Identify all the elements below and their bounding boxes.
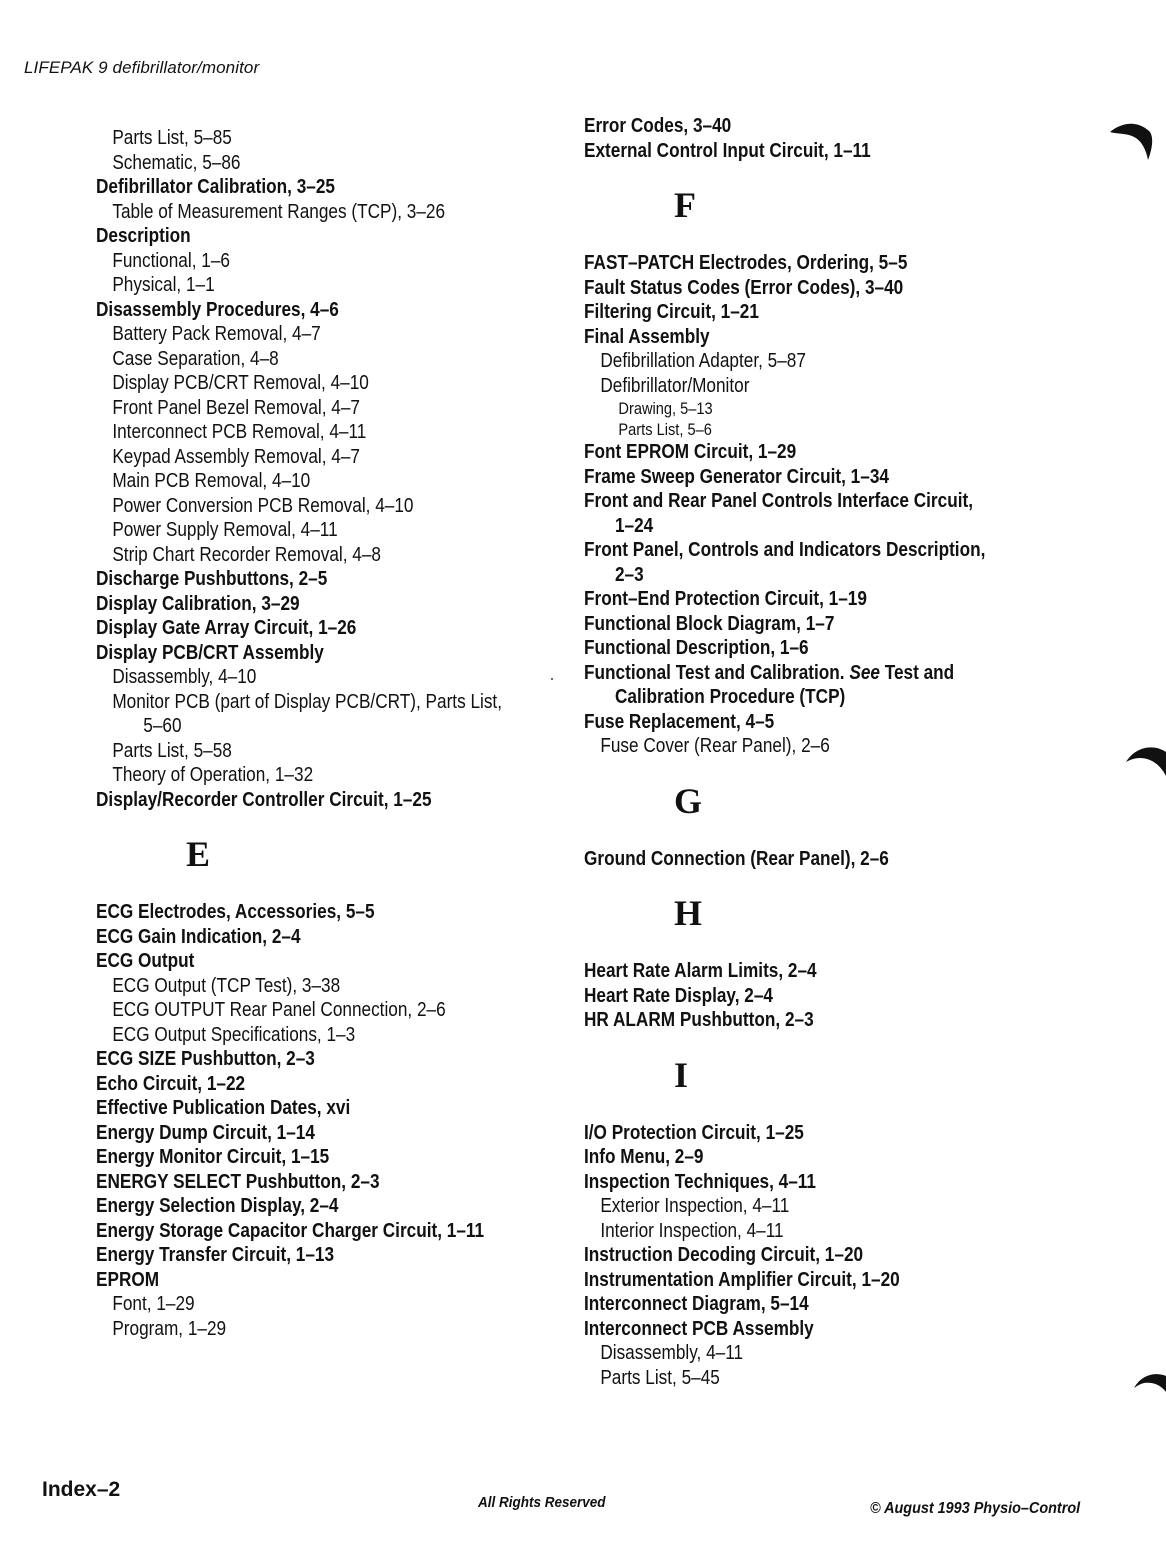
index-subentry (96, 690, 503, 739)
index-entry (96, 616, 500, 641)
index-subentry (96, 445, 500, 470)
entry-text: Main PCB Removal, 4–10 (112, 470, 311, 492)
entry-text: Disassembly, 4–10 (112, 666, 257, 688)
entry-text: Display/Recorder Controller Circuit, 1–25 (96, 788, 432, 811)
index-subentry (584, 1194, 988, 1219)
index-subentry (96, 543, 500, 568)
entry-text: Keypad Assembly Removal, 4–7 (112, 445, 360, 468)
index-entry (96, 949, 500, 974)
index-subentry (96, 665, 500, 690)
page-edge-tab-mark-icon (1124, 742, 1166, 778)
index-column-left (96, 126, 566, 1341)
entry-text: Physical, 1–1 (112, 274, 215, 296)
entry-text: Defibrillation Adapter, 5–87 (600, 350, 806, 372)
index-entry (584, 440, 988, 465)
index-subentry (584, 374, 988, 399)
index-entry (96, 1121, 500, 1146)
index-entry (584, 612, 988, 637)
entry-text: Battery Pack Removal, 4–7 (112, 323, 321, 345)
index-subentry (96, 420, 500, 445)
entry-text: Font EPROM Circuit, 1–29 (584, 441, 797, 463)
entry-text: Front–End Protection Circuit, 1–19 (584, 588, 867, 610)
entry-text: Disassembly, 4–11 (600, 1342, 744, 1364)
entry-text: Parts List, 5–58 (112, 739, 232, 762)
entry-text: HR ALARM Pushbutton, 2–3 (584, 1009, 814, 1031)
entry-text: Interconnect Diagram, 5–14 (584, 1293, 809, 1315)
entry-text: Energy Selection Display, 2–4 (96, 1195, 339, 1217)
entry-text: Fault Status Codes (Error Codes), 3–40 (584, 276, 904, 299)
stray-dot (551, 678, 553, 680)
index-subentry (584, 1219, 988, 1244)
index-entry (584, 636, 988, 661)
entry-text: ECG OUTPUT Rear Panel Connection, 2–6 (112, 999, 446, 1021)
entry-text: Display PCB/CRT Assembly (96, 641, 324, 664)
index-entry (584, 276, 988, 301)
entry-continuation: Calibration Procedure (TCP) (614, 686, 846, 708)
entry-text: Defibrillator/Monitor (600, 374, 750, 397)
index-entry (584, 251, 988, 276)
entry-text: Ground Connection (Rear Panel), 2–6 (584, 847, 889, 870)
index-subentry (584, 734, 988, 759)
entry-text: Display PCB/CRT Removal, 4–10 (112, 372, 369, 394)
index-entry (96, 1047, 500, 1072)
index-subentry (96, 469, 500, 494)
page-number: Index–2 (42, 1478, 121, 1501)
entry-text: Case Separation, 4–8 (112, 347, 279, 370)
entry-text: Front Panel, Controls and Indicators Description, (584, 539, 986, 561)
entry-text: Heart Rate Display, 2–4 (584, 984, 773, 1007)
entry-text: Interior Inspection, 4–11 (600, 1219, 784, 1242)
index-entry (584, 1145, 988, 1170)
copyright-notice: © August 1993 Physio–Control (870, 1500, 1081, 1517)
index-entry (584, 710, 988, 735)
section-letter-heading: G (674, 780, 703, 821)
entry-text: ECG Electrodes, Accessories, 5–5 (96, 901, 375, 923)
entry-text: ECG SIZE Pushbutton, 2–3 (96, 1048, 315, 1070)
entry-text: Defibrillator Calibration, 3–25 (96, 176, 335, 198)
entry-text: Display Calibration, 3–29 (96, 592, 300, 615)
index-entry (584, 847, 988, 872)
index-entry (96, 641, 500, 666)
entry-text: Power Supply Removal, 4–11 (112, 519, 338, 541)
index-subentry (96, 273, 500, 298)
entry-text: Program, 1–29 (112, 1317, 227, 1340)
index-entry (584, 1243, 988, 1268)
index-entry (584, 465, 988, 490)
entry-text: Fuse Cover (Rear Panel), 2–6 (600, 735, 830, 757)
section-letter-heading: I (674, 1054, 689, 1095)
index-entry (584, 489, 988, 538)
entry-text: Functional, 1–6 (112, 249, 230, 272)
entry-text: Info Menu, 2–9 (584, 1146, 704, 1168)
entry-text: Instrumentation Amplifier Circuit, 1–20 (584, 1268, 900, 1291)
index-entry (96, 1145, 500, 1170)
index-subentry (96, 126, 500, 151)
entry-text: ECG Gain Indication, 2–4 (96, 925, 301, 948)
entry-text: Functional Description, 1–6 (584, 637, 809, 659)
index-subentry (584, 419, 988, 440)
entry-text: Font, 1–29 (112, 1293, 195, 1315)
index-subentry (96, 249, 500, 274)
index-entry (584, 139, 988, 164)
entry-continuation: 2–3 (614, 563, 644, 586)
entry-text: I/O Protection Circuit, 1–25 (584, 1121, 804, 1144)
entry-text: ECG Output (TCP Test), 3–38 (112, 974, 341, 997)
index-subentry (584, 1366, 988, 1391)
entry-text: Disassembly Procedures, 4–6 (96, 298, 339, 321)
entry-text: ECG Output Specifications, 1–3 (112, 1023, 356, 1046)
entry-continuation: 1–24 (614, 514, 654, 537)
index-entry (584, 587, 988, 612)
index-entry (584, 1170, 988, 1195)
index-entry (584, 1292, 988, 1317)
entry-text: Schematic, 5–86 (112, 151, 241, 174)
entry-text: Energy Storage Capacitor Charger Circuit, 1–11 (96, 1219, 485, 1242)
rights-notice: All Rights Reserved (478, 1494, 606, 1511)
index-entry (96, 567, 500, 592)
entry-text: Inspection Techniques, 4–11 (584, 1170, 816, 1193)
entry-text: Power Conversion PCB Removal, 4–10 (112, 494, 414, 517)
index-entry (584, 1317, 988, 1342)
entry-text: EPROM (96, 1268, 160, 1291)
index-entry (96, 1268, 500, 1293)
entry-text: Front Panel Bezel Removal, 4–7 (112, 396, 360, 419)
entry-text: Interconnect PCB Assembly (584, 1317, 814, 1340)
index-entry (96, 1219, 500, 1244)
entry-text: Fuse Replacement, 4–5 (584, 710, 775, 733)
index-subentry (584, 1341, 988, 1366)
index-entry (96, 1194, 500, 1219)
see-target: Test and (884, 661, 955, 684)
index-entry (584, 984, 988, 1009)
index-subentry (96, 1023, 500, 1048)
entry-text: Energy Dump Circuit, 1–14 (96, 1121, 315, 1144)
entry-text: Functional Block Diagram, 1–7 (584, 612, 835, 635)
index-column-right (584, 114, 1054, 1390)
index-subentry (584, 398, 988, 419)
entry-text: Filtering Circuit, 1–21 (584, 301, 759, 323)
entry-text: Energy Transfer Circuit, 1–13 (96, 1244, 335, 1266)
section-letter-heading: H (674, 893, 703, 933)
entry-text: Theory of Operation, 1–32 (112, 764, 314, 786)
index-entry (584, 1121, 988, 1146)
entry-text: Strip Chart Recorder Removal, 4–8 (112, 543, 381, 566)
section-letter-heading: E (186, 834, 211, 874)
index-subentry (96, 396, 500, 421)
index-subentry (96, 347, 500, 372)
entry-text: Parts List, 5–6 (618, 420, 712, 439)
index-subentry (96, 494, 500, 519)
entry-text: Exterior Inspection, 4–11 (600, 1195, 790, 1217)
entry-text: Monitor PCB (part of Display PCB/CRT), Parts List, (112, 690, 503, 713)
index-entry (96, 1170, 500, 1195)
index-entry (584, 538, 988, 587)
index-subentry (96, 151, 500, 176)
index-subentry (584, 349, 988, 374)
index-entry (96, 175, 500, 200)
entry-text: Parts List, 5–85 (112, 127, 232, 149)
index-entry (584, 1008, 988, 1033)
index-entry (96, 925, 500, 950)
entry-text: Energy Monitor Circuit, 1–15 (96, 1146, 330, 1168)
index-subentry (96, 763, 500, 788)
entry-text: Echo Circuit, 1–22 (96, 1072, 246, 1095)
entry-text: Discharge Pushbuttons, 2–5 (96, 568, 328, 590)
entry-text: Description (96, 225, 191, 247)
index-entry (96, 592, 500, 617)
index-entry (584, 325, 988, 350)
entry-text: Drawing, 5–13 (618, 399, 713, 418)
running-header: LIFEPAK 9 defibrillator/monitor (24, 58, 260, 77)
index-entry (584, 1268, 988, 1293)
index-entry (96, 1243, 500, 1268)
index-entry (584, 114, 988, 139)
entry-text: Functional Test and Calibration. (584, 661, 845, 684)
page-edge-tab-mark-icon (1108, 120, 1158, 166)
index-subentry (96, 998, 500, 1023)
index-entry (96, 900, 500, 925)
index-entry (96, 788, 500, 813)
see-reference: See (849, 661, 880, 684)
index-subentry (96, 1292, 500, 1317)
index-subentry (96, 322, 500, 347)
entry-text: Display Gate Array Circuit, 1–26 (96, 617, 357, 639)
entry-text: Interconnect PCB Removal, 4–11 (112, 421, 367, 443)
entry-text: Table of Measurement Ranges (TCP), 3–26 (112, 200, 446, 223)
entry-text: Instruction Decoding Circuit, 1–20 (584, 1244, 864, 1266)
index-entry (96, 298, 500, 323)
entry-text: ENERGY SELECT Pushbutton, 2–3 (96, 1170, 380, 1193)
entry-continuation: 5–60 (143, 715, 182, 737)
entry-text: Heart Rate Alarm Limits, 2–4 (584, 960, 817, 982)
index-entry (96, 224, 500, 249)
index-subentry (96, 518, 500, 543)
entry-text: Frame Sweep Generator Circuit, 1–34 (584, 465, 889, 488)
entry-text: Error Codes, 3–40 (584, 115, 732, 137)
entry-text: Effective Publication Dates, xvi (96, 1097, 351, 1119)
index-entry (96, 1072, 500, 1097)
index-subentry (96, 371, 500, 396)
index-subentry (96, 1317, 500, 1342)
entry-text: Final Assembly (584, 325, 710, 348)
index-subentry (96, 200, 500, 225)
index-entry (584, 300, 988, 325)
entry-text: Front and Rear Panel Controls Interface Circuit, (584, 490, 973, 512)
index-subentry (96, 739, 500, 764)
page-edge-tab-mark-icon (1132, 1370, 1166, 1394)
index-entry (584, 661, 988, 710)
entry-text: External Control Input Circuit, 1–11 (584, 139, 871, 162)
entry-text: Parts List, 5–45 (600, 1366, 720, 1389)
entry-text: ECG Output (96, 950, 195, 972)
section-letter-heading: F (674, 185, 696, 225)
index-subentry (96, 974, 500, 999)
index-entry (584, 959, 988, 984)
entry-text: FAST–PATCH Electrodes, Ordering, 5–5 (584, 252, 908, 274)
index-entry (96, 1096, 500, 1121)
